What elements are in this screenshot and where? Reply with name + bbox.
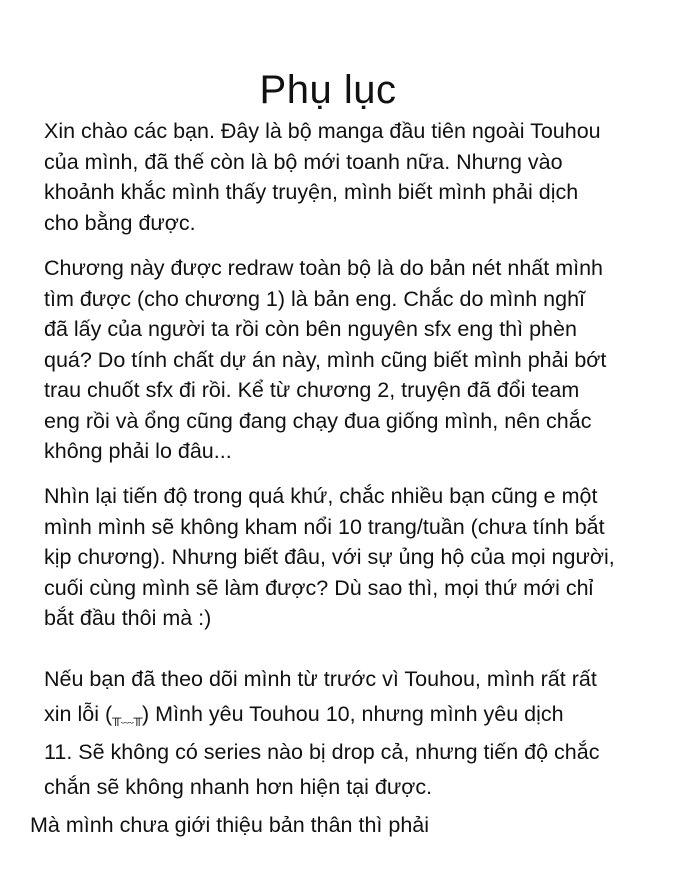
paragraph-line: quá? Do tính chất dự án này, mình cũng biết mình phải bớt <box>44 347 607 372</box>
paragraph-line: eng rồi và ổng cũng đang chạy đua giống mình, nên chắc <box>44 408 592 433</box>
crying-emoticon: ╥﹏╥ <box>112 710 143 725</box>
paragraph-line: của mình, đã thế còn là bộ mới toanh nữa. Nhưng vào <box>44 149 563 174</box>
line-text: ) Mình yêu Touhou 10, nhưng mình yêu dịch <box>142 702 564 726</box>
paragraph-line: Chương này được redraw toàn bộ là do bản nét nhất mình <box>44 256 603 280</box>
paragraph-line: khoảnh khắc mình thấy truyện, mình biết mình phải dịch <box>44 180 579 204</box>
paragraph-line: chắn sẽ không nhanh hơn hiện tại được. <box>44 775 433 799</box>
page-title: Phụ lục <box>259 67 397 112</box>
paragraph-line: đã lấy của người ta rồi còn bên nguyên sfx eng thì phèn <box>44 317 577 341</box>
paragraph-line: Nhìn lại tiến độ trong quá khứ, chắc nhiều bạn cũng e một <box>44 484 598 508</box>
paragraph-line: bắt đầu thôi mà :) <box>44 606 212 630</box>
paragraph-line: tìm được (cho chương 1) là bản eng. Chắc do mình nghĩ <box>44 286 586 311</box>
paragraph-line: cuối cùng mình sẽ làm được? Dù sao thì, mọi thứ mới chỉ <box>44 575 594 600</box>
paragraph-line: trau chuốt sfx đi rồi. Kể từ chương 2, truyện đã đổi team <box>44 378 580 402</box>
paragraph-line: không phải lo đâu... <box>44 439 232 463</box>
paragraph-line: kịp chương). Nhưng biết đâu, với sự ủng hộ của mọi người, <box>44 545 615 569</box>
paragraph-line: Nếu bạn đã theo dõi mình từ trước vì Touhou, mình rất rất <box>44 667 597 691</box>
paragraph-redraw <box>44 253 664 467</box>
paragraph-apology <box>44 662 664 805</box>
paragraph-line <box>44 697 664 735</box>
line-text: xin lỗi ( <box>44 702 113 726</box>
paragraph-intro <box>44 116 664 238</box>
paragraph-line: cho bằng được. <box>44 210 196 235</box>
paragraph-progress <box>44 481 664 634</box>
paragraph-line: 11. Sẽ không có series nào bị drop cả, nhưng tiến độ chắc <box>44 740 600 764</box>
paragraph-line: Xin chào các bạn. Đây là bộ manga đầu tiên ngoài Touhou <box>44 119 601 143</box>
closing-line: Mà mình chưa giới thiệu bản thân thì phải <box>30 813 430 837</box>
paragraph-line: mình mình sẽ không kham nổi 10 trang/tuần (chưa tính bắt <box>44 514 605 539</box>
